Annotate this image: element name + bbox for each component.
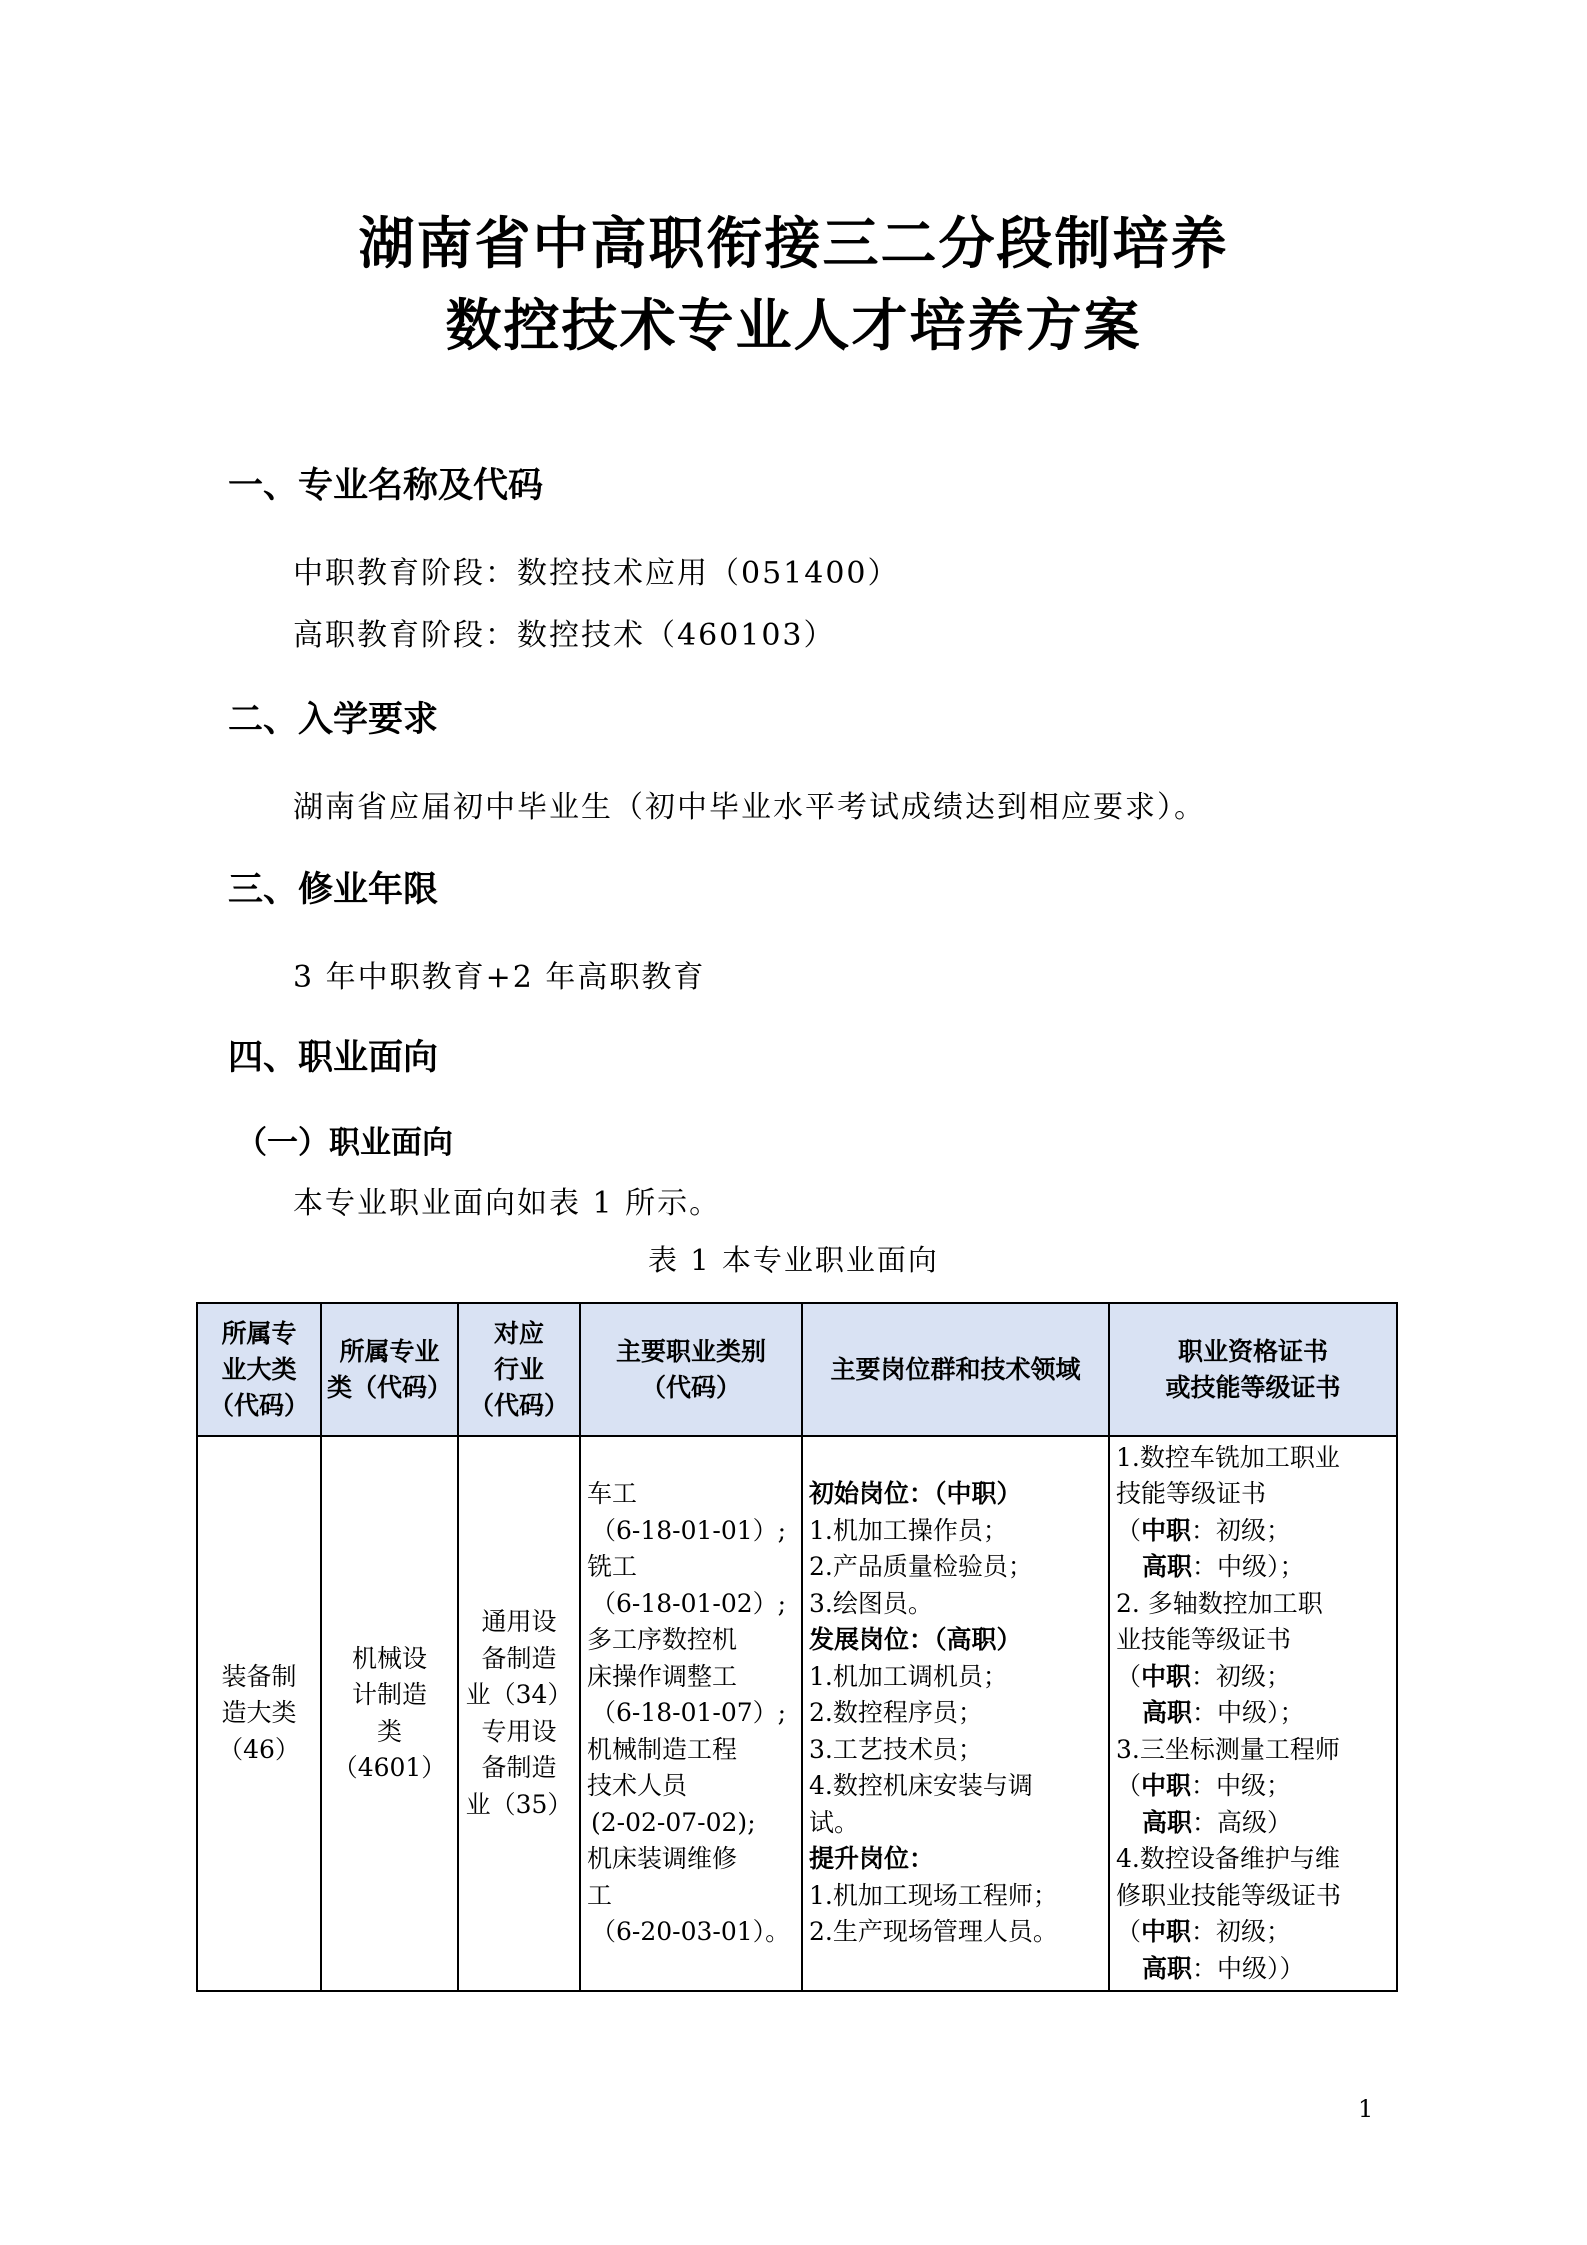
text-line: 对应 bbox=[493, 1318, 544, 1348]
text-line: （6-18-01-07）; bbox=[591, 1698, 787, 1728]
section-heading-2: 二、入学要求 bbox=[228, 700, 439, 740]
section-1-line-1: 中职教育阶段：数控技术应用（051400） bbox=[293, 556, 900, 591]
section-1-line-2: 高职教育阶段：数控技术（460103） bbox=[293, 618, 836, 653]
cell-industry bbox=[458, 1436, 580, 1991]
text-line: 床操作调整工 bbox=[587, 1661, 738, 1691]
certificate-1-levels bbox=[1116, 1513, 1390, 1586]
text-line: 2.产品质量检验员； bbox=[809, 1552, 1033, 1582]
text-line: 高职：中级）） bbox=[1142, 1953, 1305, 1983]
text-line: （代码） bbox=[208, 1390, 309, 1420]
text-line: 1.机加工操作员； bbox=[809, 1515, 1008, 1545]
text-line: （中职：初级； bbox=[1116, 1515, 1292, 1545]
text-line: （6-18-01-01）; bbox=[591, 1515, 787, 1545]
document-title-line1: 湖南省中高职衔接三二分段制培养 bbox=[358, 212, 1229, 277]
text-line: （6-20-03-01）。 bbox=[591, 1917, 791, 1947]
certificate-4 bbox=[1116, 1841, 1390, 1914]
text-line: 2.数控程序员； bbox=[809, 1698, 983, 1728]
certificate-1 bbox=[1116, 1440, 1390, 1513]
text-line: 3.工艺技术员； bbox=[809, 1734, 983, 1764]
text-line: 高职：中级）； bbox=[1142, 1552, 1305, 1582]
page-number: 1 bbox=[1358, 2095, 1374, 2123]
text-line: （6-18-01-02）; bbox=[591, 1588, 787, 1618]
text-line: 车工 bbox=[587, 1479, 638, 1509]
text-line: 行业 bbox=[493, 1354, 544, 1384]
section-heading-3: 三、修业年限 bbox=[228, 870, 439, 910]
table-header-row bbox=[197, 1303, 1397, 1436]
text-line: 或技能等级证书 bbox=[1165, 1372, 1341, 1402]
text-line: 类 bbox=[376, 1716, 402, 1746]
header-job-groups bbox=[802, 1303, 1109, 1436]
text-line: 所属专 bbox=[221, 1318, 297, 1348]
text-line: 修职业技能等级证书 bbox=[1116, 1880, 1342, 1910]
text-line: 技术人员 bbox=[587, 1771, 688, 1801]
text-line: 主要职业类别 bbox=[615, 1336, 766, 1366]
header-occupation-category bbox=[580, 1303, 802, 1436]
text-line: 类（代码） bbox=[326, 1372, 452, 1402]
header-major-category bbox=[197, 1303, 321, 1436]
text-line: 铣工 bbox=[587, 1552, 638, 1582]
text-line: （代码） bbox=[468, 1390, 569, 1420]
cell-certificates bbox=[1109, 1436, 1397, 1991]
text-line: 业大类 bbox=[221, 1354, 297, 1384]
section-4-line-1: 本专业职业面向如表 1 所示。 bbox=[293, 1186, 722, 1221]
text-line: 装备制 bbox=[221, 1661, 297, 1691]
header-industry bbox=[458, 1303, 580, 1436]
text-line: 2.生产现场管理人员。 bbox=[809, 1917, 1058, 1947]
text-line: 主要岗位群和技术领域 bbox=[830, 1354, 1081, 1384]
text-line: 业（34） bbox=[465, 1680, 573, 1709]
text-line: 4.数控设备维护与维 bbox=[1116, 1844, 1340, 1874]
text-line: 高职：高级） bbox=[1142, 1807, 1293, 1837]
text-line: 高职：中级）； bbox=[1142, 1698, 1305, 1728]
text-line: 工 bbox=[587, 1880, 613, 1910]
document-title-line2: 数控技术专业人才培养方案 bbox=[445, 294, 1142, 359]
table-caption: 表 1 本专业职业面向 bbox=[648, 1243, 939, 1277]
job-group-initial-items bbox=[809, 1513, 1102, 1623]
text-line: 1.机加工现场工程师； bbox=[809, 1880, 1058, 1910]
text-line: （46） bbox=[218, 1734, 300, 1764]
cell-major-category bbox=[197, 1436, 321, 1991]
text-line: 1.数控车铣加工职业 bbox=[1116, 1442, 1340, 1472]
section-heading-1: 一、专业名称及代码 bbox=[228, 466, 544, 506]
text-line: 3.三坐标测量工程师 bbox=[1116, 1734, 1340, 1764]
text-line: 机械设 bbox=[351, 1643, 427, 1673]
cell-job-groups bbox=[802, 1436, 1109, 1991]
table-row bbox=[197, 1436, 1397, 1991]
job-group-promotion-items bbox=[809, 1878, 1102, 1951]
text-line: 试。 bbox=[809, 1807, 860, 1837]
text-line: 专用设 bbox=[481, 1716, 557, 1746]
occupation-table bbox=[196, 1302, 1398, 1992]
text-line: 机床装调维修 bbox=[587, 1844, 738, 1874]
section-3-line-1: 3 年中职教育+2 年高职教育 bbox=[293, 960, 706, 995]
cell-major-class bbox=[321, 1436, 458, 1991]
job-group-development-title: 发展岗位：（高职） bbox=[809, 1625, 1022, 1655]
text-line: （中职：初级； bbox=[1116, 1661, 1292, 1691]
certificate-2 bbox=[1116, 1586, 1390, 1659]
text-line: 业技能等级证书 bbox=[1116, 1625, 1292, 1655]
header-certificates bbox=[1109, 1303, 1397, 1436]
section-4-subheading: （一）职业面向 bbox=[236, 1125, 453, 1161]
text-line: 3.绘图员。 bbox=[809, 1588, 933, 1618]
text-line: 所属专业 bbox=[339, 1336, 440, 1366]
text-line: 2. 多轴数控加工职 bbox=[1116, 1588, 1323, 1618]
text-line: 通用设 bbox=[481, 1607, 557, 1636]
text-line: （中职：初级； bbox=[1116, 1917, 1292, 1947]
text-line: 职业资格证书 bbox=[1177, 1336, 1328, 1366]
text-line: （代码） bbox=[640, 1372, 741, 1402]
text-line: （4601） bbox=[332, 1753, 447, 1782]
certificate-3-levels bbox=[1116, 1768, 1390, 1841]
text-line: (2-02-07-02); bbox=[591, 1807, 756, 1837]
text-line: 备制造 bbox=[481, 1643, 557, 1673]
text-line: 1.机加工调机员； bbox=[809, 1661, 1008, 1691]
job-group-initial-title: 初始岗位：（中职） bbox=[809, 1479, 1022, 1509]
text-line: 机械制造工程 bbox=[587, 1734, 738, 1764]
cell-occupation-category bbox=[580, 1436, 802, 1991]
text-line: （中职：中级； bbox=[1116, 1771, 1292, 1801]
section-2-line-1: 湖南省应届初中毕业生（初中毕业水平考试成绩达到相应要求）。 bbox=[293, 790, 1206, 825]
certificate-2-levels bbox=[1116, 1659, 1390, 1732]
job-group-promotion-title: 提升岗位： bbox=[809, 1844, 935, 1874]
text-line: 4.数控机床安装与调 bbox=[809, 1771, 1033, 1801]
text-line: 备制造 bbox=[481, 1753, 557, 1782]
text-line: 业（35） bbox=[465, 1789, 573, 1819]
text-line: 造大类 bbox=[221, 1698, 297, 1728]
certificate-4-levels bbox=[1116, 1914, 1390, 1987]
text-line: 多工序数控机 bbox=[587, 1625, 738, 1655]
section-heading-4: 四、职业面向 bbox=[228, 1038, 439, 1078]
header-major-class bbox=[321, 1303, 458, 1436]
text-line: 计制造 bbox=[351, 1680, 427, 1709]
job-group-development-items bbox=[809, 1659, 1102, 1842]
certificate-3 bbox=[1116, 1732, 1390, 1769]
text-line: 技能等级证书 bbox=[1116, 1479, 1267, 1509]
